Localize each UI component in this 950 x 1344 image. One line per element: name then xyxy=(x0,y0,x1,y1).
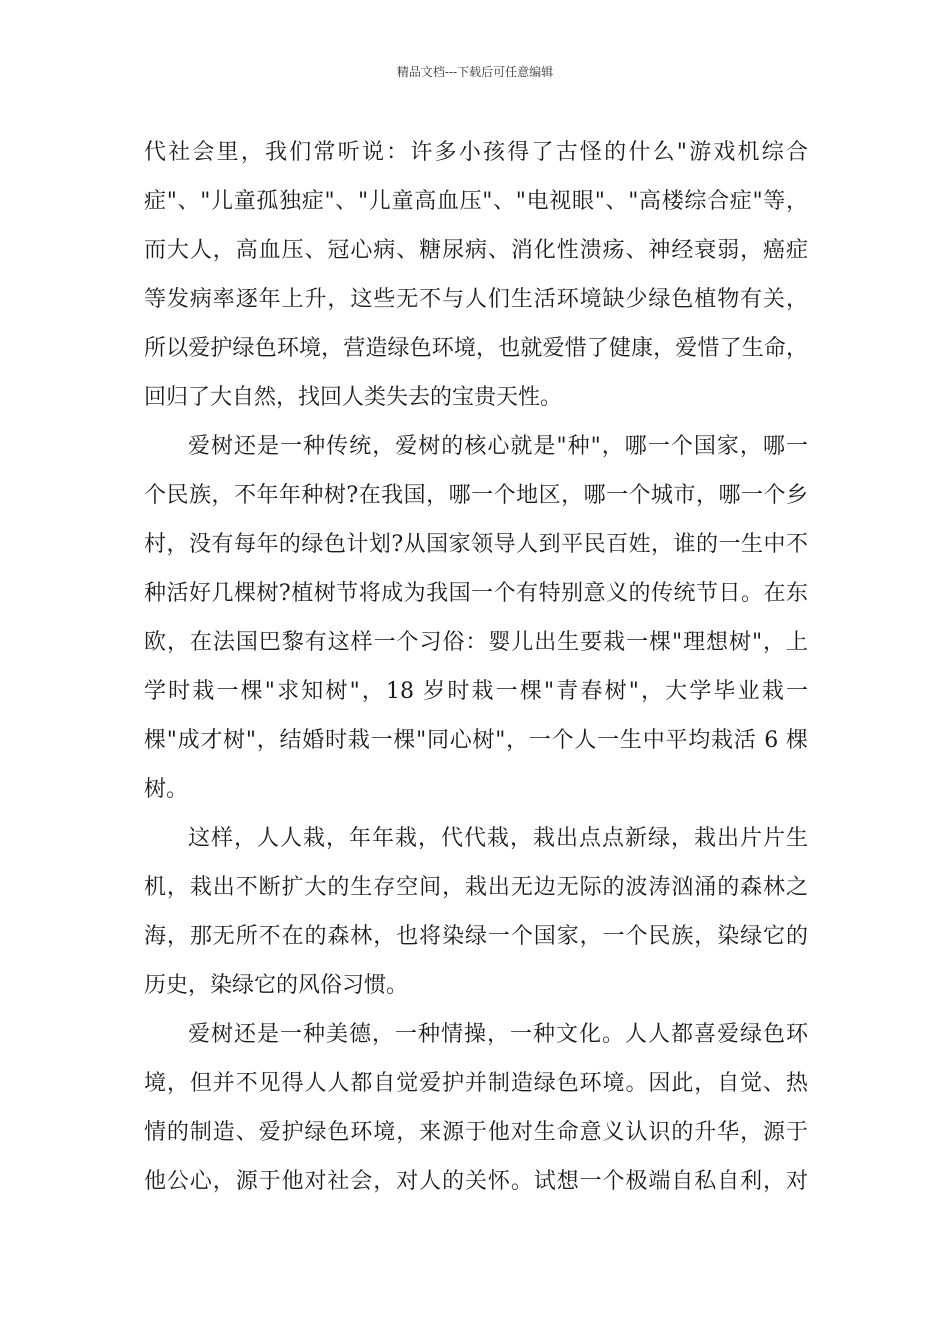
text-line: 回归了大自然，找回人类失去的宝贵天性。 xyxy=(144,385,563,410)
text-line: 村，没有每年的绿色计划?从国家领导人到平民百姓，谁的一生中不 xyxy=(144,532,808,557)
text-line: 这样，人人栽，年年栽，代代栽，栽出点点新绿，栽出片片生 xyxy=(188,826,808,851)
paragraph xyxy=(144,814,808,1010)
text-line: 而大人，高血压、冠心病、糖尿病、消化性溃疡、神经衰弱，癌症 xyxy=(144,238,808,263)
paragraph xyxy=(144,422,808,814)
text-line: 境，但并不见得人人都自觉爱护并制造绿色环境。因此，自觉、热 xyxy=(144,1071,808,1096)
document-body xyxy=(144,128,808,1206)
text-line: 历史，染绿它的风俗习惯。 xyxy=(144,973,409,998)
paragraph xyxy=(144,1010,808,1206)
text-line: 海，那无所不在的森林，也将染绿一个国家，一个民族，染绿它的 xyxy=(144,924,808,949)
text-line: 所以爱护绿色环境，营造绿色环境，也就爱惜了健康，爱惜了生命， xyxy=(144,336,808,361)
text-line: 树。 xyxy=(144,777,189,802)
text-line: 棵"成才树"，结婚时栽一棵"同心树"，一个人一生中平均栽活 6 棵 xyxy=(144,728,808,753)
page-header: 精品文档---下载后可任意编辑 xyxy=(396,65,554,79)
text-line: 他公心，源于他对社会，对人的关怀。试想一个极端自私自利，对 xyxy=(144,1169,808,1194)
text-line: 情的制造、爱护绿色环境，来源于他对生命意义认识的升华，源于 xyxy=(144,1120,808,1145)
text-line: 种活好几棵树?植树节将成为我国一个有特别意义的传统节日。在东 xyxy=(144,581,808,606)
text-line: 爱树还是一种传统，爱树的核心就是"种"，哪一个国家，哪一 xyxy=(188,434,808,459)
text-line: 爱树还是一种美德，一种情操，一种文化。人人都喜爱绿色环 xyxy=(188,1022,808,1047)
text-line: 机，栽出不断扩大的生存空间，栽出无边无际的波涛汹涌的森林之 xyxy=(144,875,808,900)
paragraph xyxy=(144,128,808,422)
text-line: 代社会里，我们常听说：许多小孩得了古怪的什么"游戏机综合 xyxy=(144,140,808,165)
text-line: 欧，在法国巴黎有这样一个习俗：婴儿出生要栽一棵"理想树"，上 xyxy=(144,630,808,655)
text-line: 等发病率逐年上升，这些无不与人们生活环境缺少绿色植物有关， xyxy=(144,287,808,312)
text-line: 症"、"儿童孤独症"、"儿童高血压"、"电视眼"、"高楼综合症"等， xyxy=(144,189,808,214)
text-line: 学时栽一棵"求知树"，18 岁时栽一棵"青春树"，大学毕业栽一 xyxy=(144,679,808,704)
text-line: 个民族，不年年种树?在我国，哪一个地区，哪一个城市，哪一个乡 xyxy=(144,483,808,508)
